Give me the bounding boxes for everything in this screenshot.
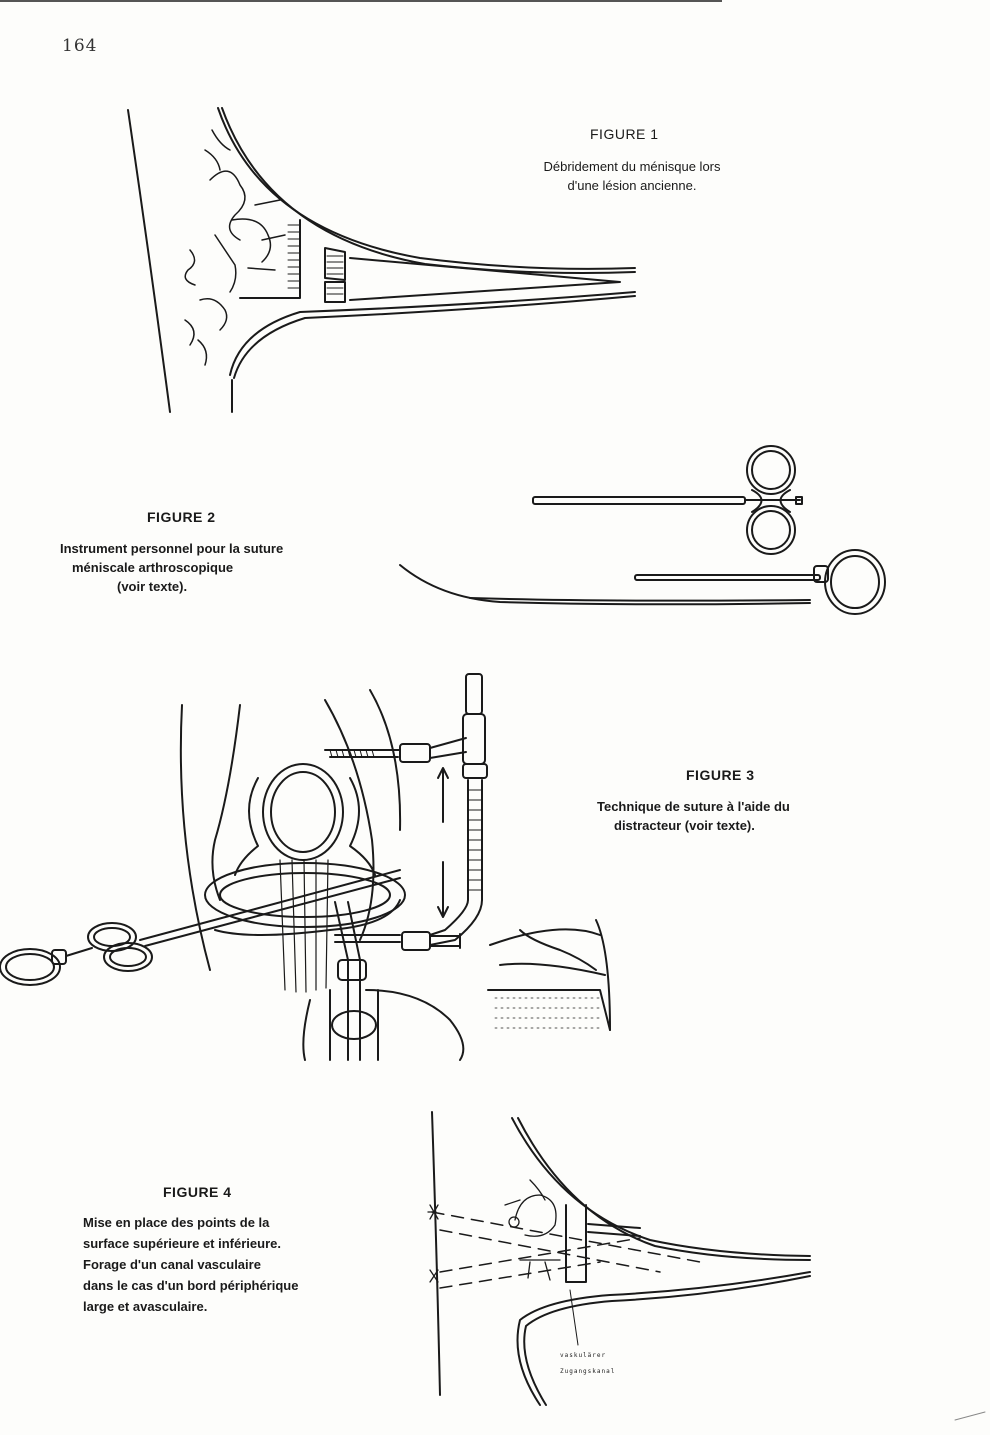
vascular-canal-drawing [428, 1112, 810, 1405]
knee-distractor-drawing [0, 674, 610, 1060]
figure-3-title: FIGURE 3 [686, 767, 755, 783]
figure-4-caption-line: dans le cas d'un bord périphérique [83, 1278, 299, 1293]
figure-1-caption-line: Débridement du ménisque lors [543, 159, 721, 174]
figure-4-label-vaskularer: vaskulärer [560, 1352, 607, 1359]
meniscus-debridement-drawing [128, 108, 635, 412]
figure-1-title: FIGURE 1 [590, 126, 659, 142]
figure-4-caption-line: surface supérieure et inférieure. [83, 1236, 281, 1251]
page-number: 164 [62, 36, 98, 56]
figure-4-label-zugangskanal: Zugangskanal [560, 1368, 616, 1375]
figure-2-caption-line: (voir texte). [117, 579, 188, 594]
figure-2-caption-line: Instrument personnel pour la suture [60, 541, 284, 556]
figure-2-title: FIGURE 2 [147, 509, 216, 525]
suture-instrument-drawing [400, 446, 885, 614]
figure-3-caption-line: Technique de suture à l'aide du [597, 799, 790, 814]
figure-3-caption-line: distracteur (voir texte). [614, 818, 755, 833]
figure-4-caption-line: Forage d'un canal vasculaire [83, 1257, 261, 1272]
figure-4-caption-line: Mise en place des points de la [83, 1215, 270, 1230]
figure-1-caption-line: d'une lésion ancienne. [567, 178, 697, 193]
figure-4-title: FIGURE 4 [163, 1184, 232, 1200]
figure-2-caption-line: méniscale arthroscopique [72, 560, 234, 575]
figure-4-caption-line: large et avasculaire. [83, 1299, 208, 1314]
